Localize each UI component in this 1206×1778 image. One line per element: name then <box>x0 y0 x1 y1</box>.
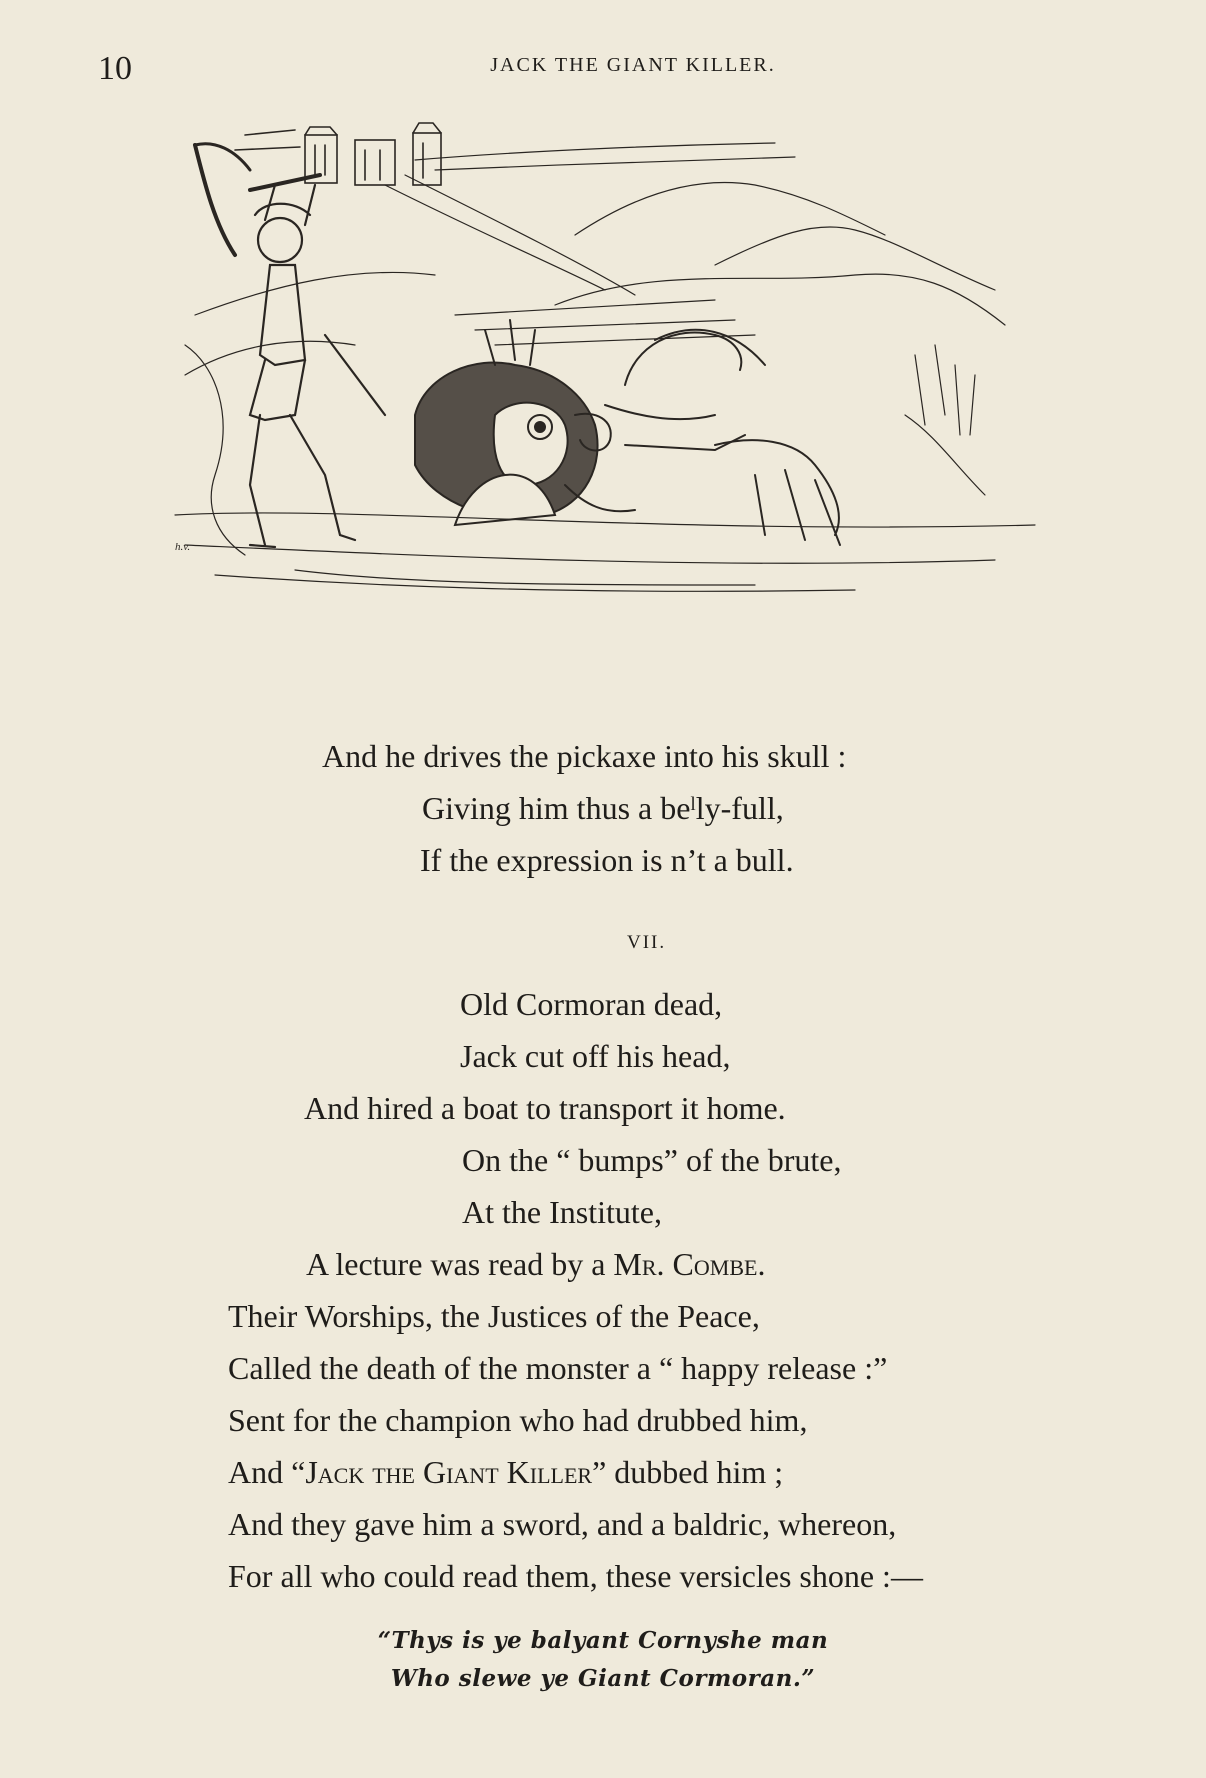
dubbed-prefix: And “ <box>228 1454 306 1490</box>
stanza-number: VII. <box>627 932 667 953</box>
verse-line: Sent for the champion who had drubbed him, <box>228 1402 808 1438</box>
page-number: 10 <box>98 50 132 87</box>
castle-drawing <box>235 123 441 185</box>
verse-line: For all who could read them, these versicles shone :— <box>228 1558 923 1594</box>
verse-line: Called the death of the monster a “ happy release :” <box>228 1350 888 1386</box>
running-title: JACK THE GIANT KILLER. <box>490 54 776 76</box>
ground-drawing <box>175 345 1035 591</box>
giant-head <box>415 320 635 525</box>
lecturer-name: Mr. Combe. <box>613 1246 766 1282</box>
giant-hands <box>605 330 840 545</box>
jack-figure <box>195 144 385 547</box>
dubbed-suffix: ” dubbed him ; <box>592 1454 784 1490</box>
verse-line: Their Worships, the Justices of the Peace, <box>228 1298 760 1334</box>
verse-line: On the “ bumps” of the brute, <box>462 1142 842 1178</box>
verse-line: And they gave him a sword, and a baldric, whereon, <box>228 1506 897 1542</box>
verse-line: Giving him thus a beˡly-full, <box>422 790 784 826</box>
verse-line: Jack cut off his head, <box>460 1038 731 1074</box>
inscription-line: “Thys is ye balyant Cornyshe man <box>377 1627 829 1654</box>
inscription-line: Who slewe ye Giant Cormoran.” <box>390 1665 816 1692</box>
verse-line: And hired a boat to transport it home. <box>304 1090 786 1126</box>
verse-line: If the expression is n’t a bull. <box>420 842 794 878</box>
lecture-prefix: A lecture was read by a <box>306 1246 614 1282</box>
verse-line-lecture <box>306 1238 765 1290</box>
hero-title: Jack the Giant Killer <box>305 1454 593 1490</box>
engraving-illustration <box>155 115 1145 690</box>
verse-line: Old Cormoran dead, <box>460 986 723 1022</box>
verse-line: At the Institute, <box>462 1194 662 1230</box>
engraver-signature: h.v. <box>175 541 191 553</box>
verse-line: And he drives the pickaxe into his skull : <box>322 738 847 774</box>
verse-line-dubbed <box>228 1446 783 1498</box>
